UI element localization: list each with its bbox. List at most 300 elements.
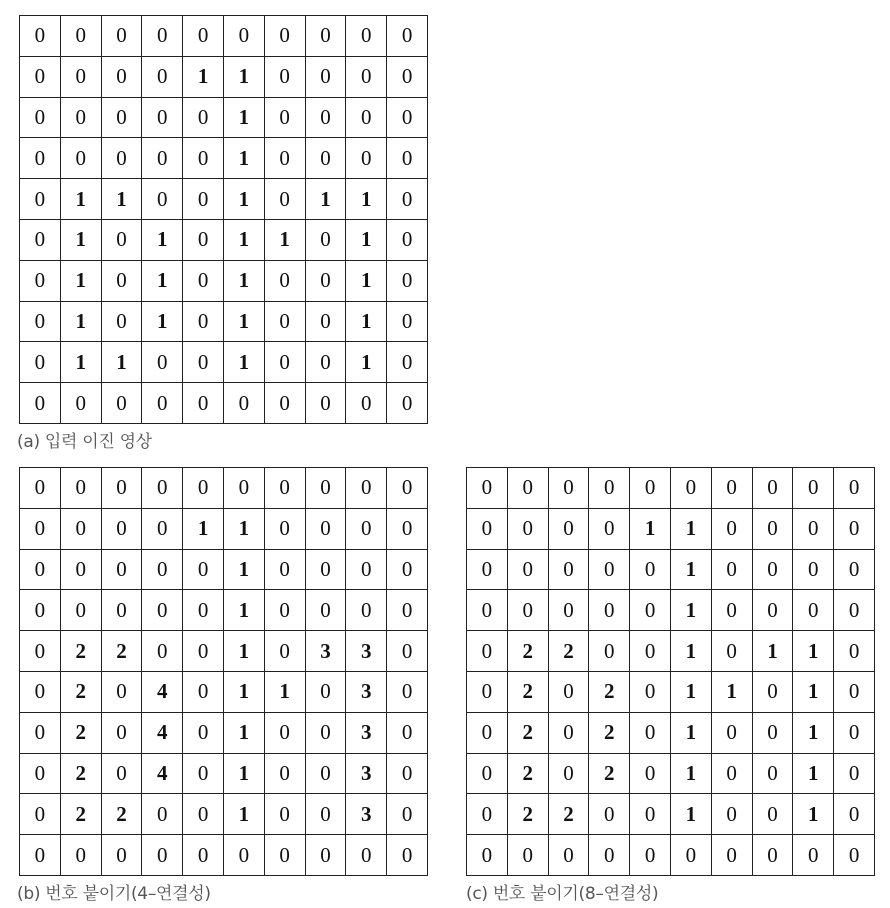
grid-cell: 0 [142,138,183,179]
grid-cell: 0 [183,138,224,179]
grid-cell: 0 [20,672,61,713]
grid-cell: 0 [306,835,347,876]
grid-cell: 0 [630,754,671,795]
grid-cell: 0 [387,468,428,509]
grid-cell: 0 [467,672,508,713]
grid-cell: 2 [102,794,143,835]
grid-cell: 0 [630,672,671,713]
grid-cell: 1 [346,342,387,383]
grid-cell: 1 [224,138,265,179]
grid-cell: 1 [224,631,265,672]
grid-cell: 0 [265,754,306,795]
grid-cell: 1 [183,57,224,98]
grid-cell: 0 [549,590,590,631]
grid-cell: 0 [102,57,143,98]
grid-cell: 1 [224,57,265,98]
grid-cell: 1 [224,590,265,631]
grid-cell: 2 [61,631,102,672]
grid-cell: 0 [387,754,428,795]
grid-cell: 0 [387,179,428,220]
grid-cell: 0 [467,794,508,835]
grid-cell: 0 [753,672,794,713]
caption-c: (c) 번호 붙이기(8–연결성) [466,884,659,904]
grid-cell: 0 [20,383,61,424]
grid-cell: 0 [387,302,428,343]
grid-cell: 0 [630,631,671,672]
grid-cell: 0 [467,468,508,509]
grid-cell: 0 [61,98,102,139]
grid-cell: 0 [549,713,590,754]
grid-cell: 3 [346,754,387,795]
grid-cell: 0 [265,794,306,835]
grid-cell: 0 [61,509,102,550]
grid-cell: 0 [183,468,224,509]
grid-cell: 0 [183,550,224,591]
grid-cell: 0 [508,835,549,876]
grid-cell: 3 [346,672,387,713]
grid-cell: 1 [265,220,306,261]
grid-cell: 2 [508,672,549,713]
grid-cell: 1 [265,672,306,713]
grid-cell: 0 [346,509,387,550]
grid-cell: 0 [306,98,347,139]
grid-cell: 2 [61,754,102,795]
grid-cell: 0 [142,57,183,98]
grid-cell: 0 [224,468,265,509]
grid-cell: 0 [753,468,794,509]
grid-cell: 0 [630,590,671,631]
grid-cell: 2 [589,754,630,795]
grid-cell: 0 [387,98,428,139]
grid-cell: 0 [102,220,143,261]
grid-cell: 0 [753,590,794,631]
grid-cell: 0 [183,179,224,220]
grid-cell: 0 [265,509,306,550]
grid-cell: 0 [549,468,590,509]
grid-cell: 0 [589,794,630,835]
grid-cell: 0 [549,754,590,795]
grid-cell: 0 [306,468,347,509]
grid-cell: 0 [793,835,834,876]
grid-cell: 2 [589,713,630,754]
grid-cell: 0 [306,590,347,631]
grid-cell: 0 [183,794,224,835]
grid-cell: 0 [183,713,224,754]
grid-cell: 0 [834,468,875,509]
grid-cell: 0 [265,57,306,98]
grid-cell: 1 [142,261,183,302]
grid-cell: 0 [265,631,306,672]
grid-cell: 0 [20,220,61,261]
grid-cell: 0 [753,835,794,876]
grid-cell: 2 [508,713,549,754]
grid-cell: 0 [61,57,102,98]
grid-cell: 1 [671,590,712,631]
grid-cell: 0 [265,342,306,383]
grid-cell: 1 [346,302,387,343]
grid-cell: 1 [793,672,834,713]
grid-cell: 0 [306,754,347,795]
grid-cell: 0 [102,98,143,139]
grid-cell: 0 [142,631,183,672]
grid-cell: 0 [549,672,590,713]
grid-cell: 1 [102,342,143,383]
grid-cell: 0 [183,590,224,631]
grid-cell: 1 [224,550,265,591]
grid-cell: 0 [61,138,102,179]
grid-cell: 3 [346,713,387,754]
grid-cell: 0 [346,550,387,591]
grid-cell: 0 [387,220,428,261]
grid-cell: 0 [589,590,630,631]
grid-cell: 1 [712,672,753,713]
grid-cell: 0 [265,179,306,220]
grid-cell: 0 [20,98,61,139]
grid-cell: 0 [834,754,875,795]
grid-cell: 2 [549,794,590,835]
grid-cell: 0 [753,794,794,835]
grid-cell: 0 [712,550,753,591]
grid-cell: 0 [142,509,183,550]
grid-cell: 0 [467,713,508,754]
grid-cell: 1 [102,179,143,220]
grid-cell: 0 [589,509,630,550]
grid-cell: 2 [549,631,590,672]
grid-cell: 1 [224,302,265,343]
grid-cell: 0 [712,468,753,509]
grid-cell: 2 [508,794,549,835]
grid-cell: 0 [671,835,712,876]
grid-cell: 1 [61,261,102,302]
grid-cell: 0 [508,468,549,509]
grid-cell: 0 [346,98,387,139]
grid-cell: 0 [630,835,671,876]
grid-cell: 0 [102,468,143,509]
grid-cell: 1 [224,754,265,795]
grid-cell: 1 [142,302,183,343]
input-binary-image-grid [19,15,428,424]
grid-cell: 0 [183,631,224,672]
grid-cell: 0 [183,98,224,139]
grid-cell: 0 [142,835,183,876]
grid-cell: 0 [183,672,224,713]
grid-cell: 0 [834,713,875,754]
grid-cell: 0 [387,672,428,713]
grid-cell: 0 [142,590,183,631]
grid-cell: 3 [346,631,387,672]
grid-cell: 0 [102,550,143,591]
grid-cell: 0 [20,794,61,835]
grid-cell: 1 [793,631,834,672]
grid-cell: 0 [183,302,224,343]
grid-cell: 0 [346,138,387,179]
caption-b: (b) 번호 붙이기(4–연결성) [17,884,211,904]
grid-cell: 2 [508,631,549,672]
grid-cell: 1 [224,672,265,713]
grid-cell: 0 [387,550,428,591]
grid-cell: 0 [102,713,143,754]
grid-cell: 0 [142,468,183,509]
grid-cell: 0 [142,98,183,139]
grid-cell: 0 [306,672,347,713]
grid-cell: 2 [589,672,630,713]
grid-cell: 2 [61,672,102,713]
grid-cell: 0 [712,631,753,672]
grid-cell: 0 [265,590,306,631]
grid-cell: 0 [102,672,143,713]
grid-cell: 0 [306,220,347,261]
grid-cell: 0 [589,835,630,876]
grid-cell: 0 [306,57,347,98]
grid-cell: 0 [306,509,347,550]
grid-cell: 0 [834,672,875,713]
grid-cell: 0 [61,550,102,591]
grid-cell: 0 [671,468,712,509]
grid-cell: 0 [467,590,508,631]
grid-cell: 0 [142,342,183,383]
grid-cell: 0 [834,631,875,672]
grid-cell: 0 [306,16,347,57]
grid-cell: 0 [467,631,508,672]
grid-cell: 1 [671,672,712,713]
grid-cell: 0 [306,713,347,754]
grid-cell: 0 [306,261,347,302]
grid-cell: 1 [793,754,834,795]
grid-cell: 1 [306,179,347,220]
grid-cell: 0 [102,16,143,57]
grid-cell: 0 [467,509,508,550]
grid-cell: 0 [306,794,347,835]
grid-cell: 0 [142,794,183,835]
grid-cell: 0 [102,590,143,631]
grid-cell: 0 [265,713,306,754]
grid-cell: 0 [142,16,183,57]
grid-cell: 0 [712,835,753,876]
grid-cell: 0 [712,590,753,631]
grid-cell: 0 [224,835,265,876]
grid-cell: 0 [793,509,834,550]
grid-cell: 0 [834,550,875,591]
grid-cell: 0 [549,550,590,591]
grid-cell: 1 [793,794,834,835]
grid-cell: 1 [224,220,265,261]
grid-cell: 0 [142,383,183,424]
grid-cell: 0 [265,302,306,343]
grid-cell: 4 [142,754,183,795]
grid-cell: 0 [834,794,875,835]
grid-cell: 0 [306,138,347,179]
grid-cell: 0 [102,302,143,343]
grid-cell: 0 [265,16,306,57]
grid-cell: 2 [61,713,102,754]
grid-cell: 0 [265,468,306,509]
grid-cell: 0 [20,16,61,57]
grid-cell: 0 [712,754,753,795]
grid-cell: 0 [508,509,549,550]
grid-cell: 0 [61,590,102,631]
grid-cell: 0 [549,509,590,550]
grid-cell: 0 [630,794,671,835]
grid-cell: 0 [20,261,61,302]
grid-cell: 2 [61,794,102,835]
grid-cell: 0 [753,713,794,754]
grid-cell: 0 [224,383,265,424]
grid-cell: 0 [387,713,428,754]
grid-cell: 0 [20,302,61,343]
grid-cell: 2 [102,631,143,672]
grid-cell: 1 [671,631,712,672]
grid-cell: 1 [671,794,712,835]
grid-cell: 0 [387,590,428,631]
grid-cell: 0 [630,468,671,509]
grid-cell: 0 [61,16,102,57]
grid-cell: 0 [183,342,224,383]
grid-cell: 0 [20,138,61,179]
grid-cell: 0 [20,713,61,754]
grid-cell: 0 [20,509,61,550]
grid-cell: 0 [183,754,224,795]
grid-cell: 1 [61,179,102,220]
grid-cell: 3 [346,794,387,835]
grid-cell: 0 [20,550,61,591]
grid-cell: 0 [346,16,387,57]
grid-cell: 0 [589,631,630,672]
grid-cell: 0 [306,383,347,424]
grid-cell: 0 [387,509,428,550]
grid-cell: 0 [753,754,794,795]
grid-cell: 0 [183,835,224,876]
grid-cell: 0 [265,383,306,424]
grid-cell: 0 [102,754,143,795]
grid-cell: 0 [61,383,102,424]
grid-cell: 0 [467,550,508,591]
grid-cell: 0 [387,383,428,424]
grid-cell: 0 [102,383,143,424]
grid-cell: 0 [508,590,549,631]
grid-cell: 0 [265,261,306,302]
grid-cell: 4 [142,713,183,754]
grid-cell: 1 [224,509,265,550]
grid-cell: 0 [61,468,102,509]
grid-cell: 1 [224,98,265,139]
grid-cell: 0 [265,550,306,591]
grid-cell: 0 [387,794,428,835]
grid-cell: 0 [589,550,630,591]
grid-cell: 0 [265,138,306,179]
grid-cell: 0 [346,590,387,631]
grid-cell: 0 [346,468,387,509]
grid-cell: 1 [346,261,387,302]
grid-cell: 1 [346,179,387,220]
grid-cell: 0 [834,835,875,876]
grid-cell: 1 [142,220,183,261]
grid-cell: 4 [142,672,183,713]
grid-cell: 0 [102,835,143,876]
grid-cell: 0 [793,550,834,591]
grid-cell: 1 [224,794,265,835]
grid-cell: 0 [20,468,61,509]
grid-cell: 1 [671,713,712,754]
grid-cell: 1 [61,302,102,343]
grid-cell: 1 [793,713,834,754]
grid-cell: 1 [224,713,265,754]
grid-cell: 0 [753,509,794,550]
grid-cell: 0 [589,468,630,509]
grid-cell: 1 [630,509,671,550]
grid-cell: 0 [102,138,143,179]
grid-cell: 0 [387,16,428,57]
grid-cell: 1 [346,220,387,261]
grid-cell: 1 [224,342,265,383]
labeling-8-connectivity-grid [466,467,875,876]
grid-cell: 0 [224,16,265,57]
grid-cell: 1 [224,179,265,220]
grid-cell: 0 [265,835,306,876]
grid-cell: 0 [834,590,875,631]
grid-cell: 0 [20,631,61,672]
grid-cell: 1 [753,631,794,672]
grid-cell: 0 [387,57,428,98]
grid-cell: 0 [20,179,61,220]
grid-cell: 0 [20,835,61,876]
grid-cell: 0 [183,220,224,261]
grid-cell: 1 [224,261,265,302]
grid-cell: 1 [671,754,712,795]
labeling-4-connectivity-grid [19,467,428,876]
grid-cell: 0 [467,754,508,795]
grid-cell: 0 [712,509,753,550]
grid-cell: 0 [102,261,143,302]
grid-cell: 0 [712,794,753,835]
grid-cell: 0 [306,302,347,343]
grid-cell: 0 [20,57,61,98]
grid-cell: 0 [834,509,875,550]
grid-cell: 0 [20,754,61,795]
caption-a: (a) 입력 이진 영상 [17,432,152,452]
grid-cell: 0 [753,550,794,591]
grid-cell: 0 [183,261,224,302]
grid-cell: 0 [630,713,671,754]
grid-cell: 0 [793,468,834,509]
grid-cell: 0 [387,835,428,876]
grid-cell: 1 [183,509,224,550]
grid-cell: 0 [793,590,834,631]
grid-cell: 0 [20,590,61,631]
grid-cell: 1 [61,220,102,261]
grid-cell: 0 [387,631,428,672]
grid-cell: 0 [265,98,306,139]
grid-cell: 0 [142,179,183,220]
grid-cell: 0 [61,835,102,876]
grid-cell: 1 [671,509,712,550]
grid-cell: 0 [467,835,508,876]
grid-cell: 0 [306,550,347,591]
grid-cell: 0 [549,835,590,876]
grid-cell: 0 [346,383,387,424]
grid-cell: 1 [61,342,102,383]
grid-cell: 0 [387,138,428,179]
grid-cell: 0 [630,550,671,591]
grid-cell: 0 [183,383,224,424]
grid-cell: 0 [508,550,549,591]
grid-cell: 2 [508,754,549,795]
grid-cell: 0 [142,550,183,591]
grid-cell: 0 [712,713,753,754]
grid-cell: 0 [183,16,224,57]
grid-cell: 1 [671,550,712,591]
grid-cell: 0 [387,342,428,383]
grid-cell: 0 [102,509,143,550]
